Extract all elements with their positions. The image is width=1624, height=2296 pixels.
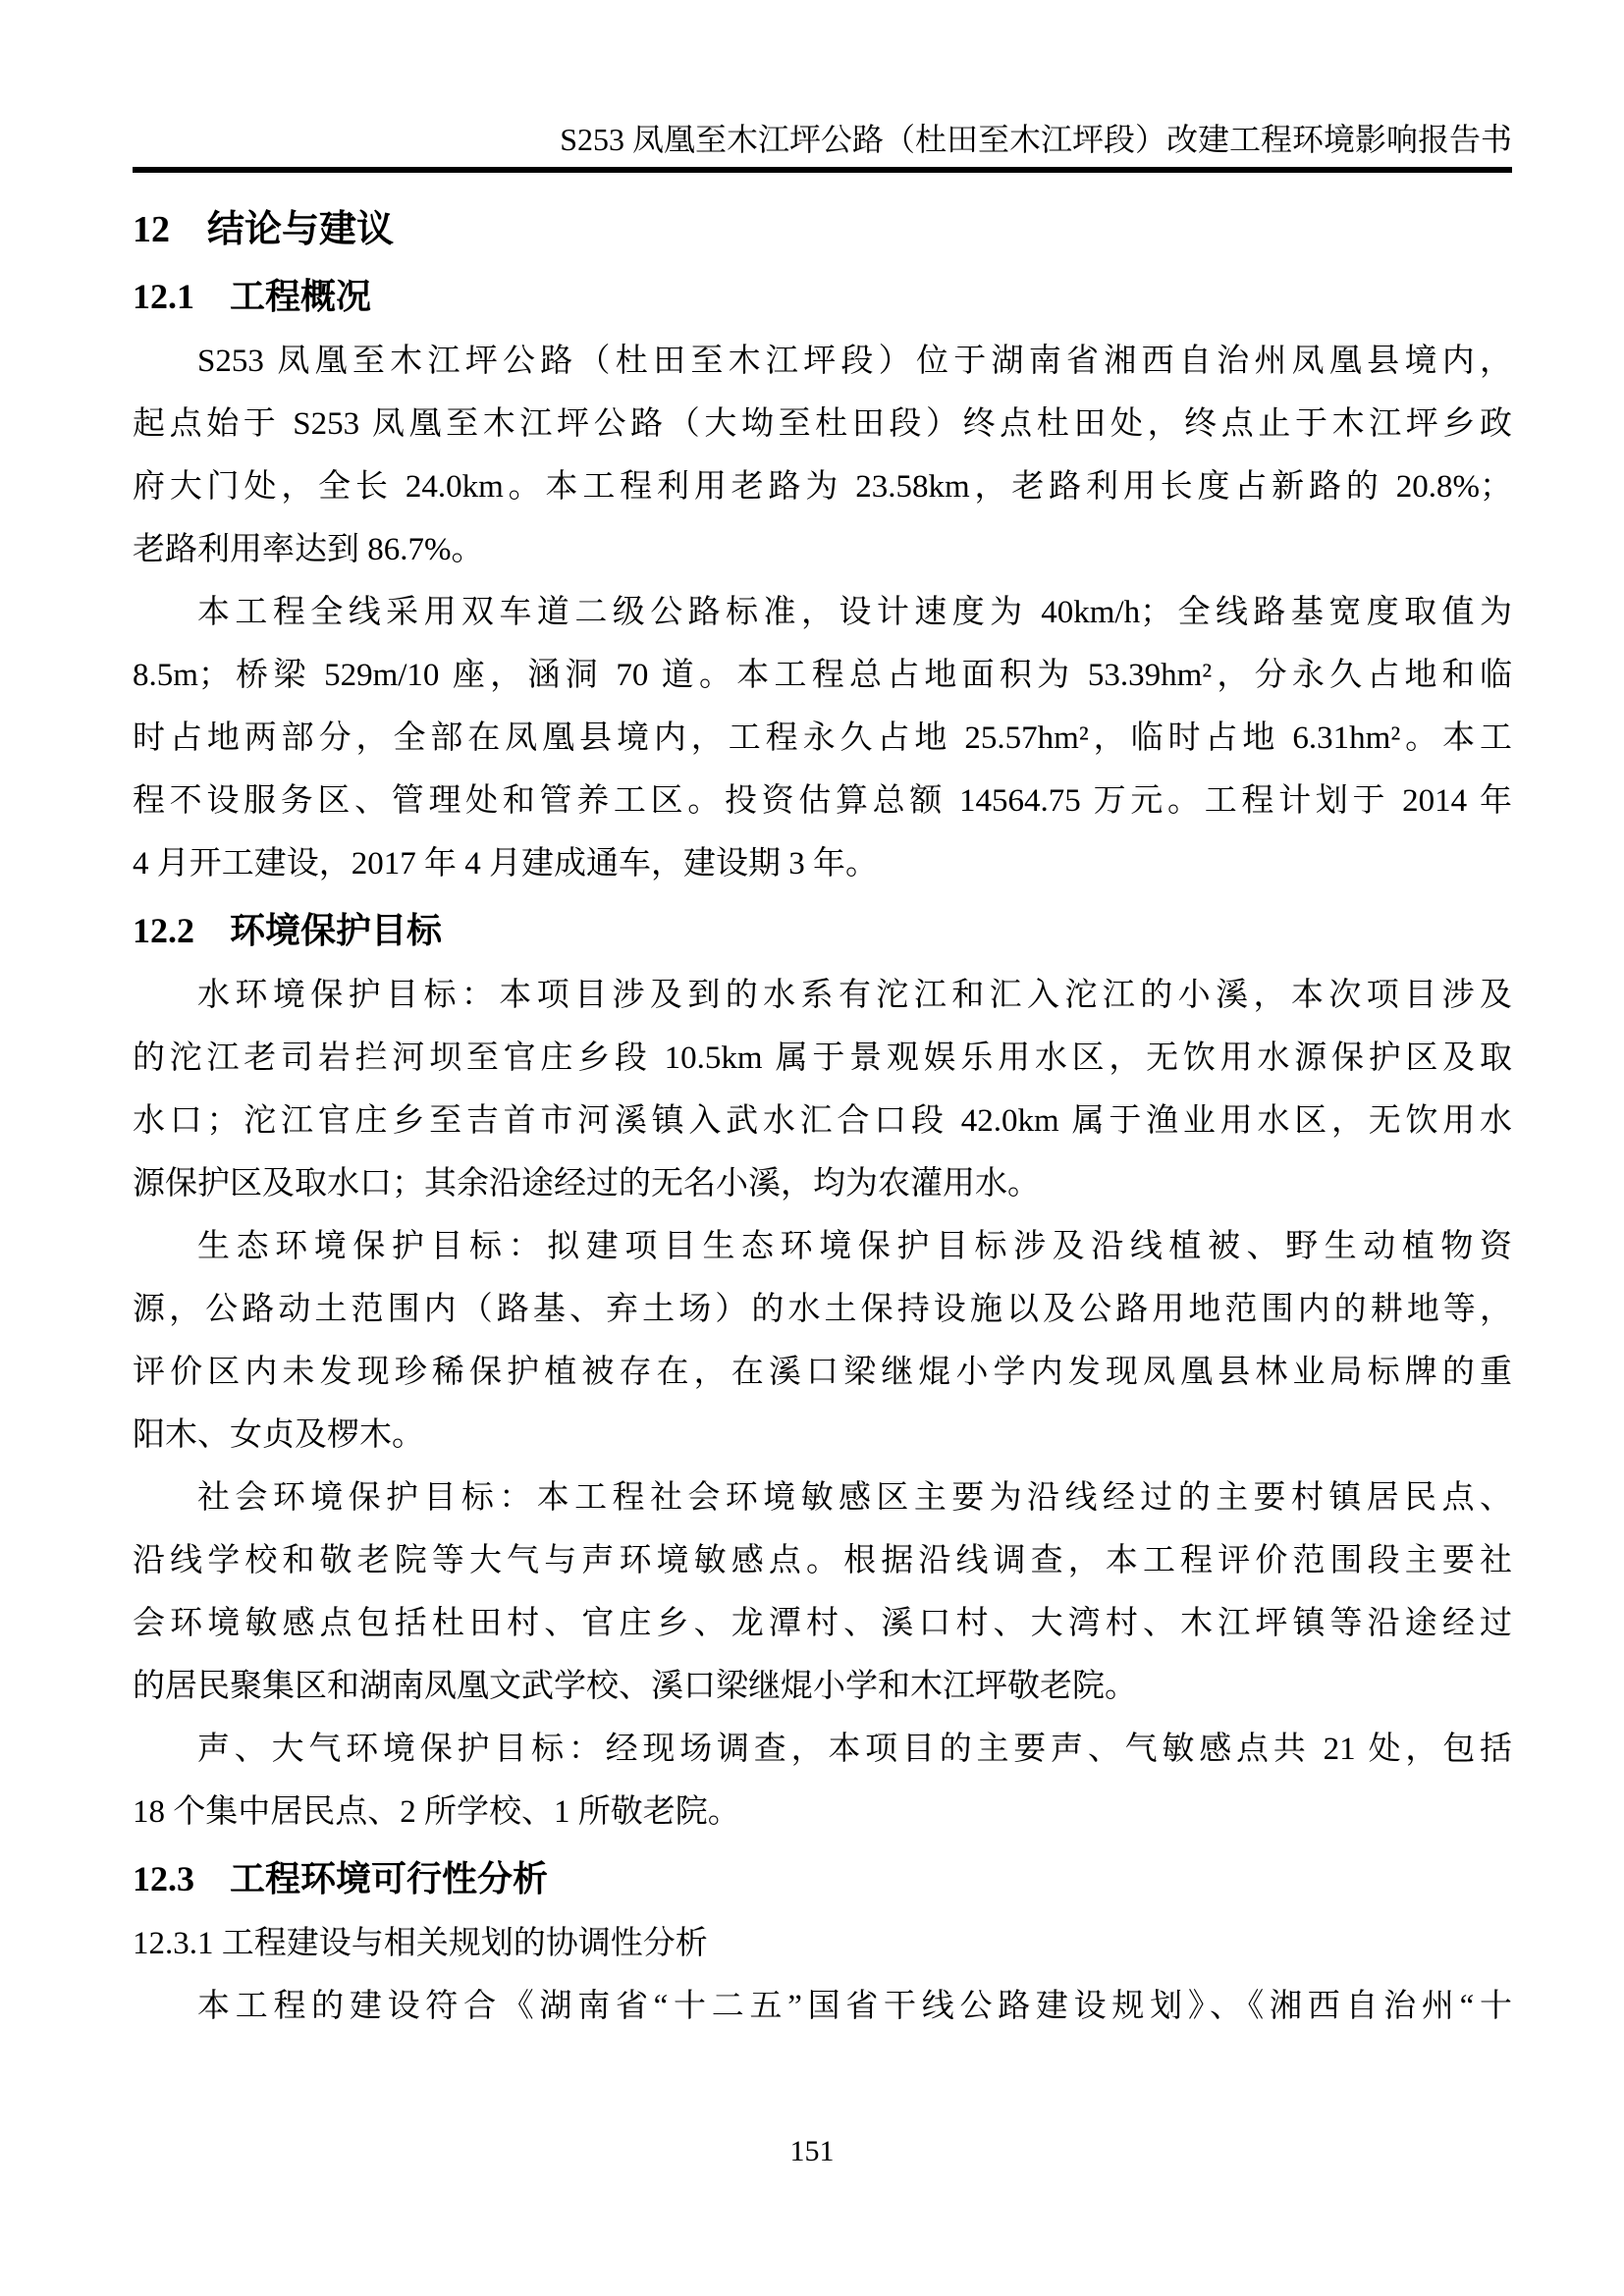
paragraph-project-overview-1 xyxy=(133,330,1512,581)
paragraph-noise-air-environment xyxy=(133,1718,1512,1843)
paragraph-line: 评价区内未发现珍稀保护植被存在，在溪口梁继焜小学内发现凤凰县林业局标牌的重 xyxy=(133,1355,1512,1390)
header-title: S253 凤凰至木江坪公路（杜田至木江坪段）改建工程环境影响报告书 xyxy=(560,122,1512,157)
section-heading-12-3-1: 12.3.1 工程建设与相关规划的协调性分析 xyxy=(133,1926,708,1961)
paragraph-line: 府大门处，全长 24.0km。本工程利用老路为 23.58km，老路利用长度占新路的 20.8%； xyxy=(133,469,1512,505)
paragraph-line: 阳木、女贞及椤木。 xyxy=(133,1417,424,1453)
paragraph-line: 源保护区及取水口；其余沿途经过的无名小溪，均为农灌用水。 xyxy=(133,1166,1040,1201)
paragraph-line: 的居民聚集区和湖南凤凰文武学校、溪口梁继焜小学和木江坪敬老院。 xyxy=(133,1669,1137,1704)
page-header xyxy=(133,0,1512,161)
paragraph-line: 水口；沱江官庄乡至吉首市河溪镇入武水汇合口段 42.0km 属于渔业用水区，无饮用水 xyxy=(133,1103,1512,1139)
section-heading-12-2: 12.2 环境保护目标 xyxy=(133,911,443,950)
paragraph-line: 水环境保护目标：本项目涉及到的水系有沱江和汇入沱江的小溪，本次项目涉及 xyxy=(197,978,1512,1013)
paragraph-project-overview-2 xyxy=(133,581,1512,895)
section-heading-12-3: 12.3 工程环境可行性分析 xyxy=(133,1859,549,1898)
paragraph-line: 源，公路动土范围内（路基、弃土场）的水土保持设施以及公路用地范围内的耕地等， xyxy=(133,1292,1512,1327)
page-footer xyxy=(0,2132,1624,2171)
page-content xyxy=(133,198,1512,2038)
paragraph-water-environment xyxy=(133,964,1512,1215)
paragraph-line: 8.5m；桥梁 529m/10 座，涵洞 70 道。本工程总占地面积为 53.39hm²，分永久占地和临 xyxy=(133,658,1512,693)
paragraph-line: 4 月开工建设，2017 年 4 月建成通车，建设期 3 年。 xyxy=(133,846,878,881)
paragraph-line: 老路利用率达到 86.7%。 xyxy=(133,532,484,567)
paragraph-line: 18 个集中居民点、2 所学校、1 所敬老院。 xyxy=(133,1794,740,1830)
paragraph-line: 沿线学校和敬老院等大气与声环境敏感点。根据沿线调查，本工程评价范围段主要社 xyxy=(133,1543,1512,1578)
section-heading-12-1: 12.1 工程概况 xyxy=(133,277,372,316)
paragraph-line: 时占地两部分，全部在凤凰县境内，工程永久占地 25.57hm²，临时占地 6.31hm²。本工 xyxy=(133,721,1512,756)
paragraph-planning-compliance xyxy=(133,1975,1512,2038)
header-rule xyxy=(133,167,1512,173)
paragraph-line: 本工程全线采用双车道二级公路标准，设计速度为 40km/h；全线路基宽度取值为 xyxy=(197,595,1512,630)
paragraph-line: 的沱江老司岩拦河坝至官庄乡段 10.5km 属于景观娱乐用水区，无饮用水源保护区及取 xyxy=(133,1041,1512,1076)
paragraph-line: 本工程的建设符合《湖南省“十二五”国省干线公路建设规划》、《湘西自治州“十 xyxy=(197,1989,1512,2024)
paragraph-line: 社会环境保护目标：本工程社会环境敏感区主要为沿线经过的主要村镇居民点、 xyxy=(197,1480,1512,1516)
paragraph-line: 生态环境保护目标：拟建项目生态环境保护目标涉及沿线植被、野生动植物资 xyxy=(197,1229,1512,1264)
section-heading-12: 12 结论与建议 xyxy=(133,209,395,250)
paragraph-line: 会环境敏感点包括杜田村、官庄乡、龙潭村、溪口村、大湾村、木江坪镇等沿途经过 xyxy=(133,1606,1512,1641)
paragraph-line: 程不设服务区、管理处和管养工区。投资估算总额 14564.75 万元。工程计划于 2014 年 xyxy=(133,783,1512,819)
paragraph-ecological-environment xyxy=(133,1215,1512,1467)
paragraph-line: 声、大气环境保护目标：经现场调查，本项目的主要声、气敏感点共 21 处，包括 xyxy=(197,1732,1512,1767)
paragraph-line: 起点始于 S253 凤凰至木江坪公路（大坳至杜田段）终点杜田处，终点止于木江坪乡政 xyxy=(133,406,1512,442)
paragraph-line: S253 凤凰至木江坪公路（杜田至木江坪段）位于湖南省湘西自治州凤凰县境内， xyxy=(197,344,1512,379)
paragraph-social-environment xyxy=(133,1467,1512,1718)
page-number: 151 xyxy=(789,2135,835,2167)
